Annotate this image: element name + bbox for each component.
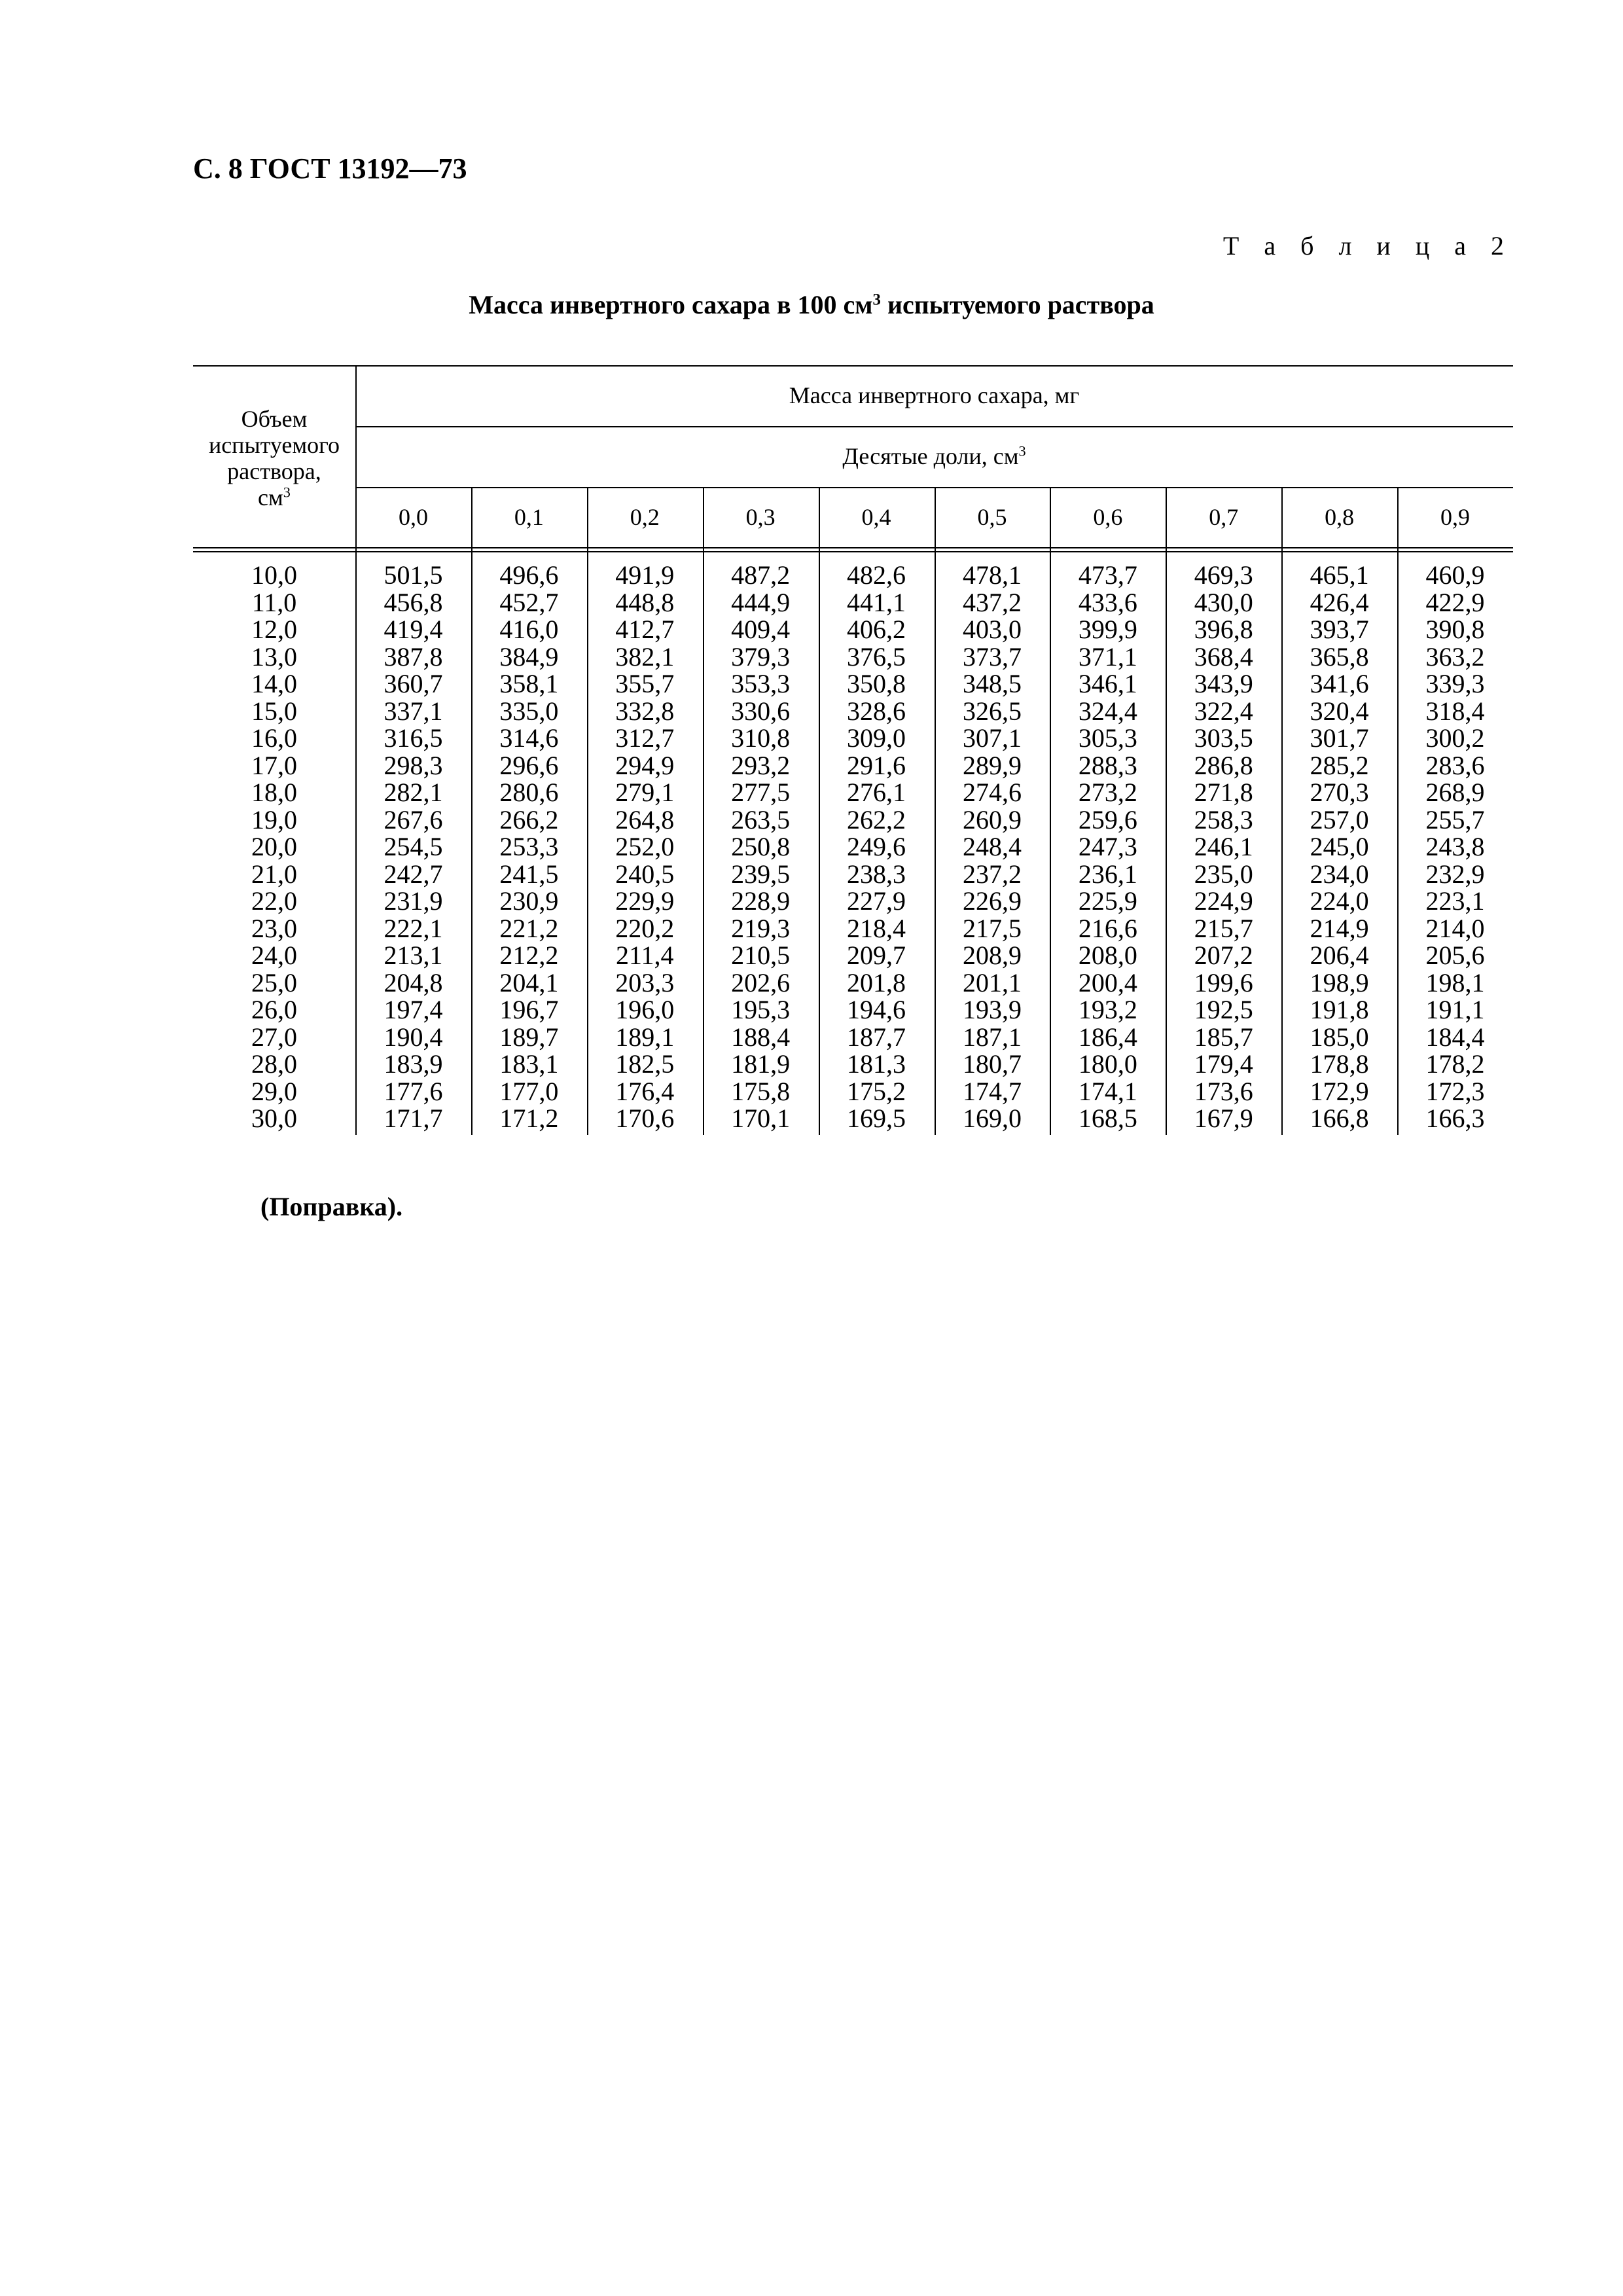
value-cell: 243,8 (1425, 832, 1485, 861)
value-cell: 188,4 (731, 1022, 791, 1052)
value-cell: 252,0 (615, 832, 675, 861)
value-cell: 409,4 (731, 615, 791, 644)
value-cell: 296,6 (499, 750, 559, 780)
volume-cell: 21,0 (251, 859, 297, 889)
value-cell: 259,6 (1078, 804, 1137, 834)
value-cell: 307,1 (962, 723, 1022, 753)
value-cell: 242,7 (383, 859, 443, 889)
value-cell: 390,8 (1425, 615, 1485, 644)
value-cell: 322,4 (1194, 696, 1253, 726)
volume-cell: 14,0 (251, 669, 297, 698)
value-cell: 330,6 (731, 696, 791, 726)
value-cell: 201,8 (847, 967, 906, 997)
value-cell: 239,5 (731, 859, 791, 889)
value-cell: 208,9 (962, 941, 1022, 970)
value-cell: 204,1 (499, 967, 559, 997)
value-cell: 211,4 (615, 941, 674, 970)
main-column-header: Масса инвертного сахара, мг (789, 382, 1080, 408)
value-cell: 241,5 (499, 859, 559, 889)
row-header-line-unit (193, 484, 355, 511)
sub-column-header-superscript: 3 (1018, 442, 1026, 459)
value-cell: 196,7 (499, 995, 559, 1024)
value-cell: 174,1 (1078, 1076, 1137, 1106)
value-cell: 187,1 (962, 1022, 1022, 1052)
value-cell: 262,2 (847, 804, 906, 834)
value-cell: 180,7 (962, 1049, 1022, 1079)
value-cell: 422,9 (1425, 587, 1485, 617)
value-cell: 206,4 (1310, 941, 1369, 970)
value-cell: 236,1 (1078, 859, 1137, 889)
value-cell: 441,1 (847, 587, 906, 617)
value-cell: 250,8 (731, 832, 791, 861)
table-top-rule (193, 365, 1513, 367)
value-cell: 496,6 (499, 560, 559, 590)
value-cell: 399,9 (1078, 615, 1137, 644)
value-cell: 182,5 (615, 1049, 675, 1079)
value-cell: 293,2 (731, 750, 791, 780)
table-title-superscript: 3 (872, 291, 881, 309)
value-cell: 224,9 (1194, 886, 1253, 916)
value-cell: 223,1 (1425, 886, 1485, 916)
value-cell: 228,9 (731, 886, 791, 916)
value-cell: 170,6 (615, 1103, 675, 1133)
value-cell: 406,2 (847, 615, 906, 644)
value-cell: 268,9 (1425, 778, 1485, 807)
value-cell: 200,4 (1078, 967, 1137, 997)
value-cell: 355,7 (615, 669, 675, 698)
value-cell: 172,3 (1425, 1076, 1485, 1106)
value-cell: 324,4 (1078, 696, 1137, 726)
value-cell: 246,1 (1194, 832, 1253, 861)
volume-cell: 15,0 (251, 696, 297, 726)
value-cell: 326,5 (962, 696, 1022, 726)
value-cell: 176,4 (615, 1076, 675, 1106)
header-rule-1 (355, 426, 1513, 427)
value-cell: 237,2 (962, 859, 1022, 889)
value-cell: 203,3 (615, 967, 675, 997)
value-cell: 332,8 (615, 696, 675, 726)
value-cell: 412,7 (615, 615, 675, 644)
value-cell: 335,0 (499, 696, 559, 726)
value-cell: 238,3 (847, 859, 906, 889)
value-cell: 371,1 (1078, 641, 1137, 672)
value-cell: 167,9 (1194, 1103, 1253, 1133)
value-cell: 191,8 (1310, 995, 1369, 1024)
column-header: 0,7 (1209, 504, 1239, 530)
value-cell: 309,0 (847, 723, 906, 753)
value-cell: 465,1 (1310, 560, 1369, 590)
value-cell: 198,9 (1310, 967, 1369, 997)
value-cell: 282,1 (383, 778, 443, 807)
value-cell: 437,2 (962, 587, 1022, 617)
value-cell: 175,2 (847, 1076, 906, 1106)
volume-cell: 23,0 (251, 913, 297, 943)
value-cell: 174,7 (962, 1076, 1022, 1106)
value-cell: 286,8 (1194, 750, 1253, 780)
value-cell: 171,2 (499, 1103, 559, 1133)
column-header: 0,9 (1440, 504, 1471, 530)
value-cell: 469,3 (1194, 560, 1253, 590)
value-cell: 215,7 (1194, 913, 1253, 943)
volume-cell: 17,0 (251, 750, 297, 780)
value-cell: 183,1 (499, 1049, 559, 1079)
value-cell: 201,1 (962, 967, 1022, 997)
value-cell: 216,6 (1078, 913, 1137, 943)
value-cell: 220,2 (615, 913, 675, 943)
value-cell: 209,7 (847, 941, 906, 970)
value-cell: 248,4 (962, 832, 1022, 861)
value-cell: 217,5 (962, 913, 1022, 943)
value-cell: 240,5 (615, 859, 675, 889)
value-cell: 382,1 (615, 641, 675, 672)
value-cell: 190,4 (383, 1022, 443, 1052)
value-cell: 196,0 (615, 995, 675, 1024)
volume-cell: 16,0 (251, 723, 297, 753)
value-cell: 430,0 (1194, 587, 1253, 617)
value-cell: 280,6 (499, 778, 559, 807)
value-cell: 274,6 (962, 778, 1022, 807)
value-cell: 433,6 (1078, 587, 1137, 617)
value-cell: 169,5 (847, 1103, 906, 1133)
value-cell: 195,3 (731, 995, 791, 1024)
value-cell: 183,9 (383, 1049, 443, 1079)
value-cell: 305,3 (1078, 723, 1137, 753)
value-cell: 205,6 (1425, 941, 1485, 970)
value-cell: 452,7 (499, 587, 559, 617)
value-cell: 360,7 (383, 669, 443, 698)
header-bottom-rule-2 (193, 551, 1513, 552)
value-cell: 255,7 (1425, 804, 1485, 834)
column-header: 0,0 (398, 504, 428, 530)
value-cell: 283,6 (1425, 750, 1485, 780)
row-header-line: Объем (241, 406, 308, 432)
table-title (0, 289, 1623, 320)
column-header: 0,4 (861, 504, 891, 530)
value-cell: 214,9 (1310, 913, 1369, 943)
volume-cell: 18,0 (251, 778, 297, 807)
value-cell: 235,0 (1194, 859, 1253, 889)
value-cell: 231,9 (383, 886, 443, 916)
value-cell: 189,1 (615, 1022, 675, 1052)
value-cell: 318,4 (1425, 696, 1485, 726)
value-cell: 177,6 (383, 1076, 443, 1106)
value-cell: 210,5 (731, 941, 791, 970)
value-cell: 263,5 (731, 804, 791, 834)
value-cell: 222,1 (383, 913, 443, 943)
row-header-line: испытуемого (208, 432, 340, 458)
row-header-line: раствора, (227, 458, 321, 484)
value-cell: 257,0 (1310, 804, 1369, 834)
value-cell: 301,7 (1310, 723, 1369, 753)
value-cell: 288,3 (1078, 750, 1137, 780)
value-cell: 227,9 (847, 886, 906, 916)
value-cell: 187,7 (847, 1022, 906, 1052)
value-cell: 185,7 (1194, 1022, 1253, 1052)
value-cell: 173,6 (1194, 1076, 1253, 1106)
volume-cell: 20,0 (251, 832, 297, 861)
volume-cell: 10,0 (251, 560, 297, 590)
value-cell: 456,8 (383, 587, 443, 617)
value-cell: 258,3 (1194, 804, 1253, 834)
value-cell: 180,0 (1078, 1049, 1137, 1079)
value-cell: 207,2 (1194, 941, 1253, 970)
volume-cell: 25,0 (251, 967, 297, 997)
value-cell: 184,4 (1425, 1022, 1485, 1052)
value-cell: 363,2 (1425, 641, 1485, 672)
value-cell: 198,1 (1425, 967, 1485, 997)
sub-column-header-text: Десятые доли, см (842, 443, 1019, 469)
sub-column-header (355, 442, 1513, 471)
value-cell: 266,2 (499, 804, 559, 834)
value-cell: 175,8 (731, 1076, 791, 1106)
value-cell: 341,6 (1310, 669, 1369, 698)
value-cell: 353,3 (731, 669, 791, 698)
value-cell: 267,6 (383, 804, 443, 834)
value-cell: 316,5 (383, 723, 443, 753)
column-header: 0,6 (1093, 504, 1123, 530)
value-cell: 218,4 (847, 913, 906, 943)
value-cell: 303,5 (1194, 723, 1253, 753)
value-cell: 199,6 (1194, 967, 1253, 997)
value-cell: 208,0 (1078, 941, 1137, 970)
value-cell: 298,3 (383, 750, 443, 780)
volume-cell: 12,0 (251, 615, 297, 644)
volume-cell: 11,0 (251, 587, 297, 617)
value-cell: 191,1 (1425, 995, 1485, 1024)
value-cell: 291,6 (847, 750, 906, 780)
value-cell: 491,9 (615, 560, 675, 590)
value-cell: 270,3 (1310, 778, 1369, 807)
value-cell: 264,8 (615, 804, 675, 834)
value-cell: 166,3 (1425, 1103, 1485, 1133)
value-cell: 179,4 (1194, 1049, 1253, 1079)
value-cell: 212,2 (499, 941, 559, 970)
header-bottom-rule-1 (193, 547, 1513, 548)
value-cell: 277,5 (731, 778, 791, 807)
volume-cell: 30,0 (251, 1103, 297, 1133)
value-cell: 213,1 (383, 941, 443, 970)
value-cell: 289,9 (962, 750, 1022, 780)
value-cell: 343,9 (1194, 669, 1253, 698)
value-cell: 501,5 (383, 560, 443, 590)
value-cell: 170,1 (731, 1103, 791, 1133)
value-cell: 181,9 (731, 1049, 791, 1079)
value-cell: 473,7 (1078, 560, 1137, 590)
row-header-unit-superscript: 3 (283, 484, 291, 501)
value-cell: 229,9 (615, 886, 675, 916)
value-cell: 444,9 (731, 587, 791, 617)
volume-cell: 24,0 (251, 941, 297, 970)
corrigendum-note: (Поправка). (260, 1192, 403, 1221)
value-cell: 337,1 (383, 696, 443, 726)
column-header: 0,3 (745, 504, 776, 530)
value-cell: 279,1 (615, 778, 675, 807)
volume-cell: 29,0 (251, 1076, 297, 1106)
value-cell: 273,2 (1078, 778, 1137, 807)
value-cell: 234,0 (1310, 859, 1369, 889)
value-cell: 387,8 (383, 641, 443, 672)
table-label: Т а б л и ц а 2 (1222, 231, 1513, 260)
value-cell: 226,9 (962, 886, 1022, 916)
value-cell: 396,8 (1194, 615, 1253, 644)
value-cell: 358,1 (499, 669, 559, 698)
value-cell: 300,2 (1425, 723, 1485, 753)
value-cell: 186,4 (1078, 1022, 1137, 1052)
column-header: 0,8 (1325, 504, 1355, 530)
value-cell: 219,3 (731, 913, 791, 943)
volume-cell: 13,0 (251, 641, 297, 672)
value-cell: 171,7 (383, 1103, 443, 1133)
value-cell: 168,5 (1078, 1103, 1137, 1133)
value-cell: 260,9 (962, 804, 1022, 834)
value-cell: 189,7 (499, 1022, 559, 1052)
value-cell: 478,1 (962, 560, 1022, 590)
column-header: 0,2 (630, 504, 660, 530)
value-cell: 312,7 (615, 723, 675, 753)
volume-cell: 22,0 (251, 886, 297, 916)
value-cell: 253,3 (499, 832, 559, 861)
value-cell: 177,0 (499, 1076, 559, 1106)
value-cell: 314,6 (499, 723, 559, 753)
value-cell: 350,8 (847, 669, 906, 698)
volume-cell: 27,0 (251, 1022, 297, 1052)
value-cell: 373,7 (962, 641, 1022, 672)
value-cell: 384,9 (499, 641, 559, 672)
value-cell: 348,5 (962, 669, 1022, 698)
value-cell: 249,6 (847, 832, 906, 861)
volume-cell: 26,0 (251, 995, 297, 1024)
value-cell: 339,3 (1425, 669, 1485, 698)
value-cell: 192,5 (1194, 995, 1253, 1024)
column-header: 0,5 (977, 504, 1007, 530)
value-cell: 487,2 (731, 560, 791, 590)
value-cell: 169,0 (962, 1103, 1022, 1133)
value-cell: 254,5 (383, 832, 443, 861)
value-cell: 328,6 (847, 696, 906, 726)
value-cell: 232,9 (1425, 859, 1485, 889)
value-cell: 193,9 (962, 995, 1022, 1024)
value-cell: 178,8 (1310, 1049, 1369, 1079)
value-cell: 193,2 (1078, 995, 1137, 1024)
table-title-text-end: испытуемого раствора (880, 290, 1154, 319)
value-cell: 221,2 (499, 913, 559, 943)
value-cell: 204,8 (383, 967, 443, 997)
value-cell: 368,4 (1194, 641, 1253, 672)
value-cell: 448,8 (615, 587, 675, 617)
value-cell: 214,0 (1425, 913, 1485, 943)
value-cell: 181,3 (847, 1049, 906, 1079)
value-cell: 178,2 (1425, 1049, 1485, 1079)
value-cell: 416,0 (499, 615, 559, 644)
value-cell: 365,8 (1310, 641, 1369, 672)
value-cell: 294,9 (615, 750, 675, 780)
value-cell: 460,9 (1425, 560, 1485, 590)
value-cell: 271,8 (1194, 778, 1253, 807)
row-header-unit: см (258, 484, 283, 511)
value-cell: 276,1 (847, 778, 906, 807)
value-cell: 202,6 (731, 967, 791, 997)
page-header: С. 8 ГОСТ 13192—73 (193, 152, 467, 185)
value-cell: 185,0 (1310, 1022, 1369, 1052)
value-cell: 166,8 (1310, 1103, 1369, 1133)
value-cell: 247,3 (1078, 832, 1137, 861)
value-cell: 310,8 (731, 723, 791, 753)
value-cell: 346,1 (1078, 669, 1137, 698)
value-cell: 393,7 (1310, 615, 1369, 644)
value-cell: 197,4 (383, 995, 443, 1024)
row-header (193, 406, 355, 511)
value-cell: 320,4 (1310, 696, 1369, 726)
value-cell: 285,2 (1310, 750, 1369, 780)
volume-cell: 19,0 (251, 804, 297, 834)
value-cell: 403,0 (962, 615, 1022, 644)
table-title-text: Масса инвертного сахара в 100 см (469, 290, 873, 319)
value-cell: 482,6 (847, 560, 906, 590)
value-cell: 245,0 (1310, 832, 1369, 861)
volume-cell: 28,0 (251, 1049, 297, 1079)
column-header: 0,1 (514, 504, 544, 530)
value-cell: 419,4 (383, 615, 443, 644)
value-cell: 376,5 (847, 641, 906, 672)
value-cell: 225,9 (1078, 886, 1137, 916)
value-cell: 224,0 (1310, 886, 1369, 916)
value-cell: 230,9 (499, 886, 559, 916)
value-cell: 194,6 (847, 995, 906, 1024)
value-cell: 379,3 (731, 641, 791, 672)
value-cell: 426,4 (1310, 587, 1369, 617)
value-cell: 172,9 (1310, 1076, 1369, 1106)
